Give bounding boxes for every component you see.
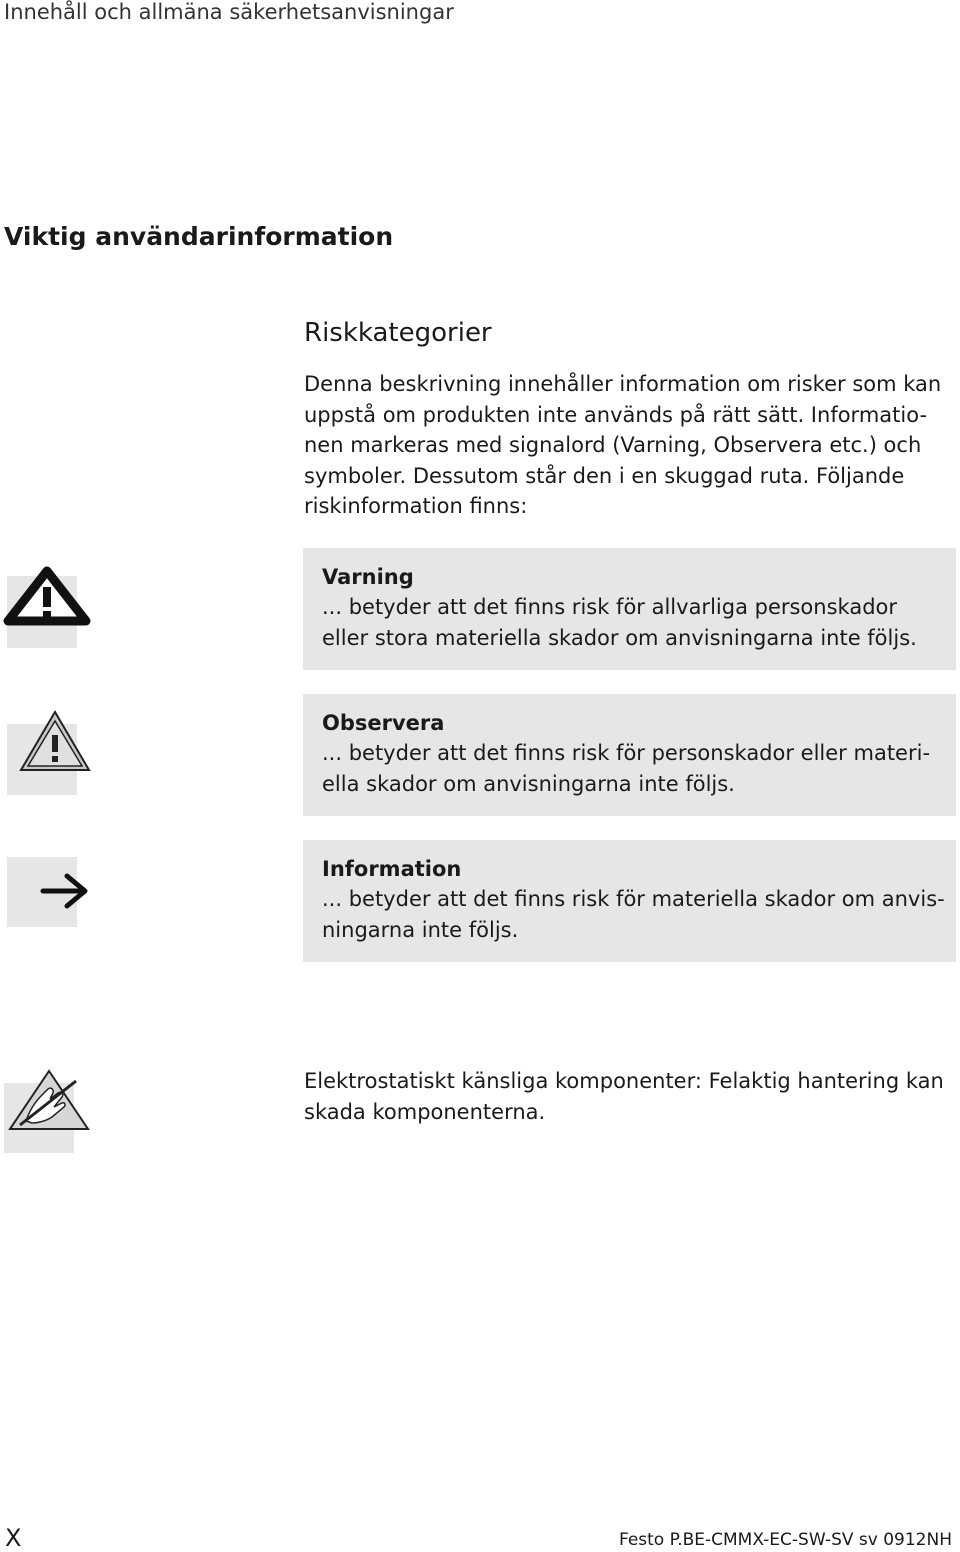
warning-icon-box (7, 576, 77, 648)
risk-categories-intro (304, 369, 954, 522)
notice-title: Information (322, 857, 462, 881)
esd-icon-box (4, 1083, 74, 1153)
page-number: X (5, 1524, 22, 1552)
intro-line: nen markeras med signalord (Varning, Observera etc.) och (304, 433, 922, 457)
intro-line: uppstå om produkten inte används på rätt sätt. Informatio- (304, 402, 928, 427)
notice-information (303, 840, 956, 962)
section-title: Viktig användarinformation (4, 222, 394, 251)
notice-title: Observera (322, 711, 445, 735)
intro-line: Denna beskrivning innehåller information om risker som kan (304, 372, 942, 396)
intro-line: riskinformation finns: (304, 494, 528, 518)
notice-warning (303, 548, 956, 670)
esd-description (304, 1066, 954, 1127)
running-header: Innehåll och allmäna säkerhetsanvisningar (4, 0, 454, 24)
notice-text-line: ... betyder att det finns risk för personskador eller materi- (322, 741, 931, 765)
caution-triangle-icon (20, 710, 92, 772)
notice-text-line: ella skador om anvisningarna inte följs. (322, 771, 735, 796)
risk-categories-title: Riskkategorier (304, 318, 492, 348)
esd-warning-icon (8, 1069, 90, 1131)
caution-icon-box (7, 724, 77, 795)
esd-text-line: Elektrostatiskt känsliga komponenter: Felaktig hantering kan (304, 1069, 944, 1093)
notice-text-line: ... betyder att det finns risk för materiella skador om anvis- (322, 887, 945, 911)
notice-text-line: ... betyder att det finns risk för allvarliga personskador (322, 595, 898, 619)
arrow-right-icon (41, 871, 91, 911)
notice-caution (303, 694, 956, 816)
document-reference: Festo P.BE-CMMX-EC-SW-SV sv 0912NH (618, 1530, 952, 1550)
warning-triangle-icon (6, 567, 88, 629)
notice-title: Varning (322, 565, 414, 589)
esd-text-line: skada komponenterna. (304, 1099, 546, 1124)
notice-text-line: eller stora materiella skador om anvisningarna inte följs. (322, 625, 917, 650)
notice-text-line: ningarna inte följs. (322, 917, 519, 942)
info-icon-box (7, 857, 77, 927)
intro-line: symboler. Dessutom står den i en skuggad ruta. Följande (304, 463, 905, 488)
